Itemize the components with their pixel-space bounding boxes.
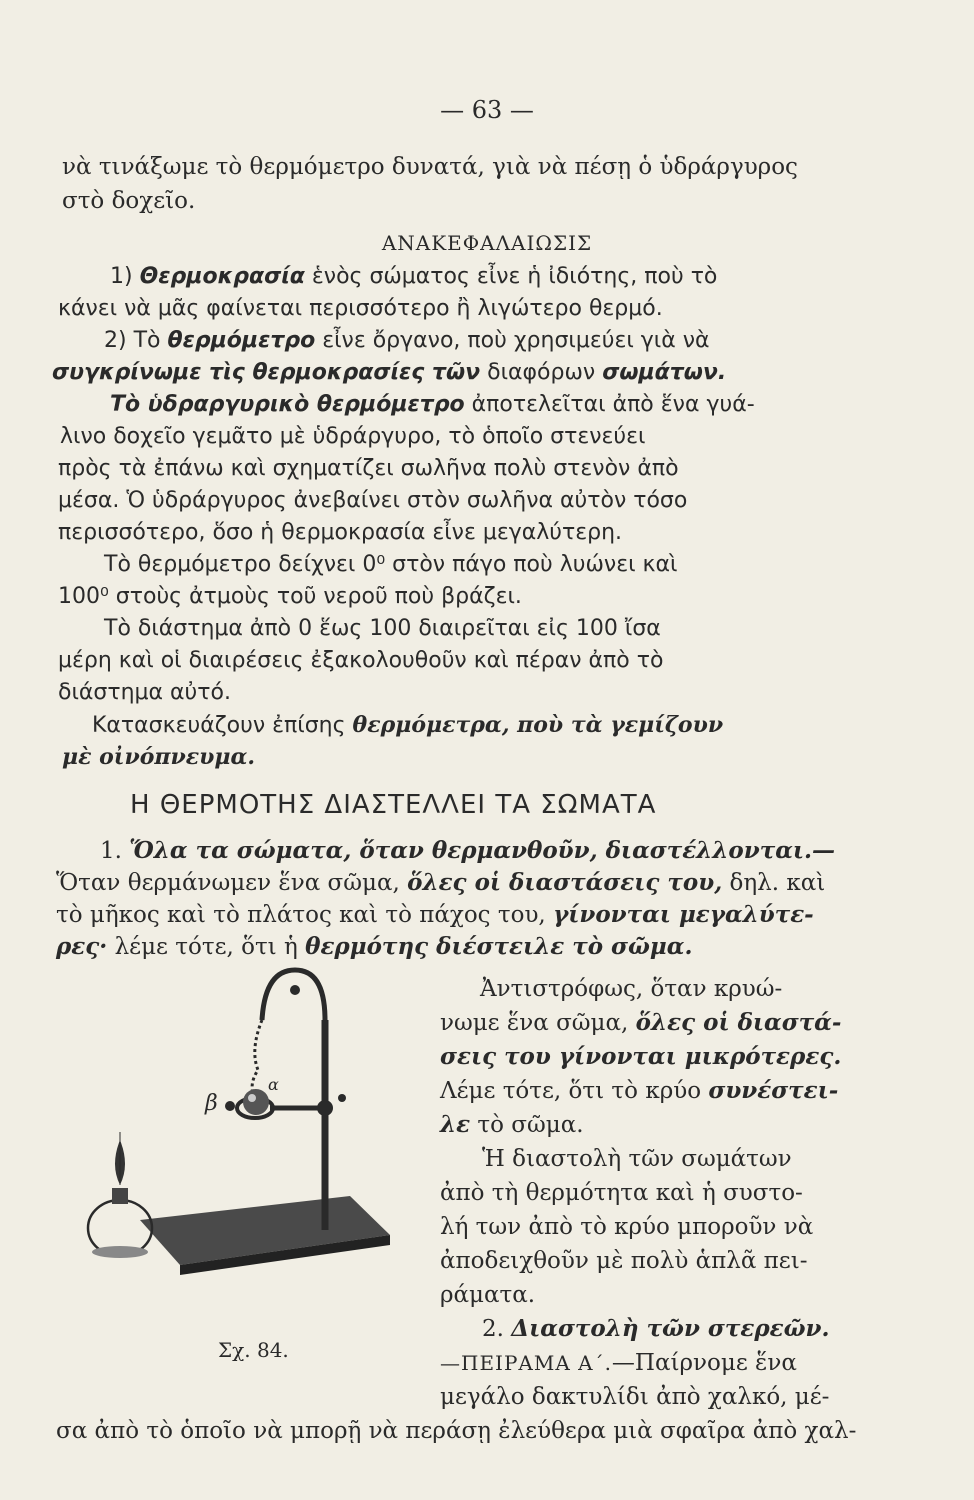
right-line-7: ἀπὸ τὴ θερμότητα καὶ ἡ συστο- [440,1180,803,1206]
section-heading: Η ΘΕΡΜΟΤΗΣ ΔΙΑΣΤΕΛΛΕΙ ΤΑ ΣΩΜΑΤΑ [130,790,657,820]
summary-p6-line-2 [62,742,255,773]
page-number: — 63 — [440,96,534,124]
summary-p3-line-5: περισσότερο, ὅσο ἡ θερμοκρασία εἶνε μεγαλύτερη. [58,520,623,545]
summary-p4-line-2: 100⁰ στοὺς ἀτμοὺς τοῦ νεροῦ ποὺ βράζει. [58,584,522,609]
s2-num: 2. [482,1316,512,1342]
r2-em: ὅλες οἱ διαστά- [635,1009,842,1036]
r5-em: λε [440,1111,471,1138]
s1-num: 1. [100,838,130,864]
right-line-13: μεγάλο δακτυλίδι ἀπὸ χαλκό, μέ- [440,1384,830,1410]
section-p1-line-4 [56,932,692,962]
summary-p1-line-1 [110,262,717,292]
s1b-em: ὅλες οἱ διαστάσεις του, [407,869,723,896]
term-ydrargyriko: Τὸ ὑδραργυρικὸ θερμόμετρο [110,392,465,417]
s1b-rest: Ὅταν θερμάνωμεν ἕνα σῶμα, [56,870,408,896]
label-alpha: α [268,1075,279,1094]
lamp-neck [112,1188,128,1204]
s1d-rest: λέμε τότε, ὅτι ἡ [107,934,306,960]
r2-rest: νωμε ἕνα σῶμα, [440,1010,636,1036]
p1-num: 1) [110,264,133,289]
label-beta: β [205,1091,218,1116]
term-thermokrasia: Θερμοκρασία [139,264,305,289]
right-line-8: λή των ἀπὸ τὸ κρύο μποροῦν νὰ [440,1214,814,1240]
ball-highlight [248,1094,256,1102]
r4-em: συνέστει- [708,1077,839,1104]
r3-em: σεις του γίνονται μικρότερες. [440,1043,842,1070]
p6-em: θερμόμετρα, ποὺ τὰ γεμίζουν [352,712,724,738]
summary-p5-line-2: μέρη καὶ οἱ διαιρέσεις ἐξακολουθοῦν καὶ πέραν ἀπὸ τὸ [58,648,664,673]
right-line-2 [440,1008,841,1038]
s2-em: Διαστολὴ τῶν στερεῶν. [511,1315,830,1342]
experiment-label: —ΠΕΙΡΑΜΑ Α΄. [440,1351,612,1375]
s1d-em-2: θερμότης διέστειλε τὸ σῶμα. [305,933,693,960]
ball [243,1089,269,1115]
p2-em-2: σωμάτων. [602,360,727,385]
intro-line-2: στὸ δοχεῖο. [62,188,196,214]
chain [252,1020,262,1098]
summary-p5-line-1: Τὸ διάστημα ἀπὸ 0 ἕως 100 διαιρεῖται εἰς 100 ἴσα [104,616,661,641]
experiment-rest: —Παίρνομε ἕνα [611,1350,797,1376]
s1-em: Ὅλα τα σώματα, ὅταν θερμανθοῦν, διαστέλλονται.— [129,837,836,864]
p2-num: 2) Τὸ [104,328,168,353]
summary-p3-line-4: μέσα. Ὁ ὑδράργυρος ἀνεβαίνει στὸν σωλῆνα αὐτὸν τόσο [58,488,688,513]
right-line-5 [440,1110,584,1140]
right-line-3 [440,1042,841,1072]
clamp-knob [317,1100,333,1116]
p1-rest: ἑνὸς σώματος εἶνε ἡ ἰδιότης, ποὺ τὸ [304,264,718,289]
summary-p3-line-2: λινο δοχεῖο γεμᾶτο μὲ ὑδράργυρο, τὸ ὁποῖο στενεύει [60,424,646,449]
s1b-end: δηλ. καὶ [722,870,826,896]
clamp-screw [338,1094,346,1102]
right-line-11 [482,1314,829,1344]
right-line-10: ράματα. [440,1282,536,1308]
arc-knob [290,985,300,995]
s1d-em: ρες· [56,933,108,960]
s1c-em: γίνονται μεγαλύτε- [553,901,814,928]
section-p1-line-2 [56,868,825,898]
section-p1-line-3 [56,900,814,930]
section-p1-line-1 [100,836,835,866]
right-line-6: Ἡ διαστολὴ τῶν σωμάτων [482,1146,792,1172]
stand-arc [262,970,325,1020]
right-line-12 [440,1348,797,1378]
summary-p2-line-2 [52,358,726,388]
r5-rest: τὸ σῶμα. [470,1112,584,1138]
summary-p3-line-1 [110,390,755,420]
p2-em-1: συγκρίνωμε τὶς θερμοκρασίες τῶν [52,360,481,385]
summary-p4-line-1: Τὸ θερμόμετρο δείχνει 0⁰ στὸν πάγο ποὺ λυώνει καὶ [104,552,678,577]
summary-p1-line-2: κάνει νὰ μᾶς φαίνεται περισσότερο ἢ λιγώτερο θερμό. [58,296,663,321]
s1c-rest: τὸ μῆκος καὶ τὸ πλάτος καὶ τὸ πάχος του, [56,902,554,928]
summary-p2-line-1 [104,326,710,356]
p3-rest: ἀποτελεῖται ἀπὸ ἕνα γυά- [464,392,755,417]
p2-rest: εἶνε ὄργανο, ποὺ χρησιμεύει γιὰ νὰ [315,328,710,353]
right-line-9: ἀποδειχθοῦν μὲ πολὺ ἁπλᾶ πει- [440,1248,808,1274]
p2-mid: διαφόρων [480,360,603,385]
lamp-base [92,1246,148,1258]
r4-rest: Λέμε τότε, ὅτι τὸ κρύο [440,1078,709,1104]
last-line: σα ἀπὸ τὸ ὁποῖο νὰ μπορῇ νὰ περάσῃ ἐλεύθερα μιὰ σφαῖρα ἀπὸ χαλ- [56,1418,857,1444]
p6-rest: Κατασκευάζουν ἐπίσης [92,713,353,738]
summary-p3-line-3: πρὸς τὰ ἐπάνω καὶ σχηματίζει σωλῆνα πολὺ στενὸν ἀπὸ [58,456,679,481]
summary-p5-line-3: διάστημα αὐτό. [58,680,231,705]
p6-em-2: μὲ οἰνόπνευμα. [62,744,256,770]
side-ball [225,1101,235,1111]
ring-ball-apparatus-figure [80,960,440,1290]
summary-p6-line-1 [92,710,723,741]
right-line-4 [440,1076,838,1106]
term-thermometro: θερμόμετρο [167,328,316,353]
summary-title: ΑΝΑΚΕΦΑΛΑΙΩΣΙΣ [381,231,593,255]
intro-line-1: νὰ τινάξωμε τὸ θερμόμετρο δυνατά, γιὰ νὰ πέσῃ ὁ ὑδράργυρος [62,154,798,180]
right-line-1: Ἀντιστρόφως, ὅταν κρυώ- [480,976,783,1002]
figure-caption: Σχ. 84. [218,1338,289,1362]
